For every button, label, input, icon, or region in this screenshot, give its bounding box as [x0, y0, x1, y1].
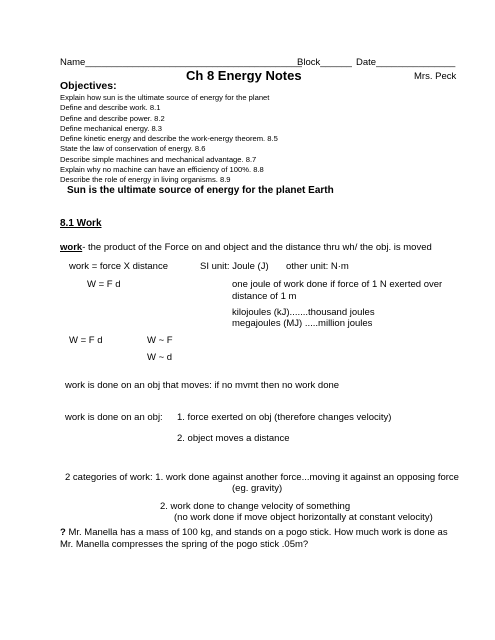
equation-w-fd-2: W = F d	[69, 335, 103, 346]
movement-rule: work is done on an obj that moves: if no mvmt then no work done	[65, 380, 340, 391]
work-definition-text: - the product of the Force on and object and the distance thru wh/ the obj. is moved	[82, 242, 432, 253]
teacher-name: Mrs. Peck	[414, 71, 457, 82]
condition-1: 1. force exerted on obj (therefore changes velocity)	[177, 412, 392, 423]
other-unit: other unit: N·m	[286, 261, 349, 272]
date-field-label: Date_______________	[356, 57, 456, 68]
w-proportional-d: W ~ d	[147, 352, 173, 363]
objective-item: State the law of conservation of energy. 8.6	[60, 144, 206, 154]
si-unit: SI unit: Joule (J)	[200, 261, 269, 272]
objective-item: Define and describe work. 8.1	[60, 103, 161, 113]
w-proportional-f: W ~ F	[147, 335, 173, 346]
objective-item: Define mechanical energy. 8.3	[60, 123, 163, 133]
question-text: Mr. Manella has a mass of 100 kg, and stands on a pogo stick. How much work is done as Mr. Manella compresses the spring of the pogo stick .05m?	[60, 527, 448, 550]
condition-2: 2. object moves a distance	[177, 433, 290, 444]
block-field-label: Block______	[297, 57, 352, 68]
objectives-list	[60, 93, 278, 186]
objective-item: Explain why no machine can have an efficiency of 100%. 8.8	[60, 165, 264, 175]
name-field-label: Name_________________________________________	[60, 57, 302, 68]
objective-item: Explain how sun is the ultimate source of energy for the planet	[60, 93, 270, 102]
page-title: Ch 8 Energy Notes	[186, 68, 302, 83]
work-formula: work = force X distance	[69, 261, 169, 272]
megajoules-line: megajoules (MJ) .....million joules	[232, 318, 373, 329]
objective-item: Describe simple machines and mechanical advantage. 8.7	[60, 154, 257, 164]
category-2-note: (no work done if move object horizontally at constant velocity)	[174, 512, 433, 523]
sun-heading: Sun is the ultimate source of energy for the planet Earth	[67, 185, 334, 196]
work-on-object-label: work is done on an obj:	[65, 412, 163, 423]
objective-item: Describe the role of energy in living organisms. 8.9	[60, 175, 231, 185]
section-heading: 8.1 Work	[60, 218, 102, 229]
objective-item: Define and describe power. 8.2	[60, 113, 165, 123]
objectives-heading: Objectives:	[60, 80, 117, 92]
objective-item: Define kinetic energy and describe the work-energy theorem. 8.5	[60, 134, 278, 144]
work-definition	[60, 242, 432, 253]
category-example: (eg. gravity)	[232, 483, 283, 494]
equation-w-fd: W = F d	[87, 279, 121, 290]
practice-question	[60, 527, 460, 550]
kilojoules-line: kilojoules (kJ).......thousand joules	[232, 307, 375, 318]
work-categories: 2 categories of work: 1. work done against another force...moving it against an opposing force	[65, 472, 459, 483]
work-term: work	[60, 242, 83, 253]
question-mark: ?	[60, 527, 66, 538]
joule-definition: one joule of work done if force of 1 N exerted over distance of 1 m	[232, 279, 443, 302]
category-2: 2. work done to change velocity of something	[160, 501, 351, 512]
